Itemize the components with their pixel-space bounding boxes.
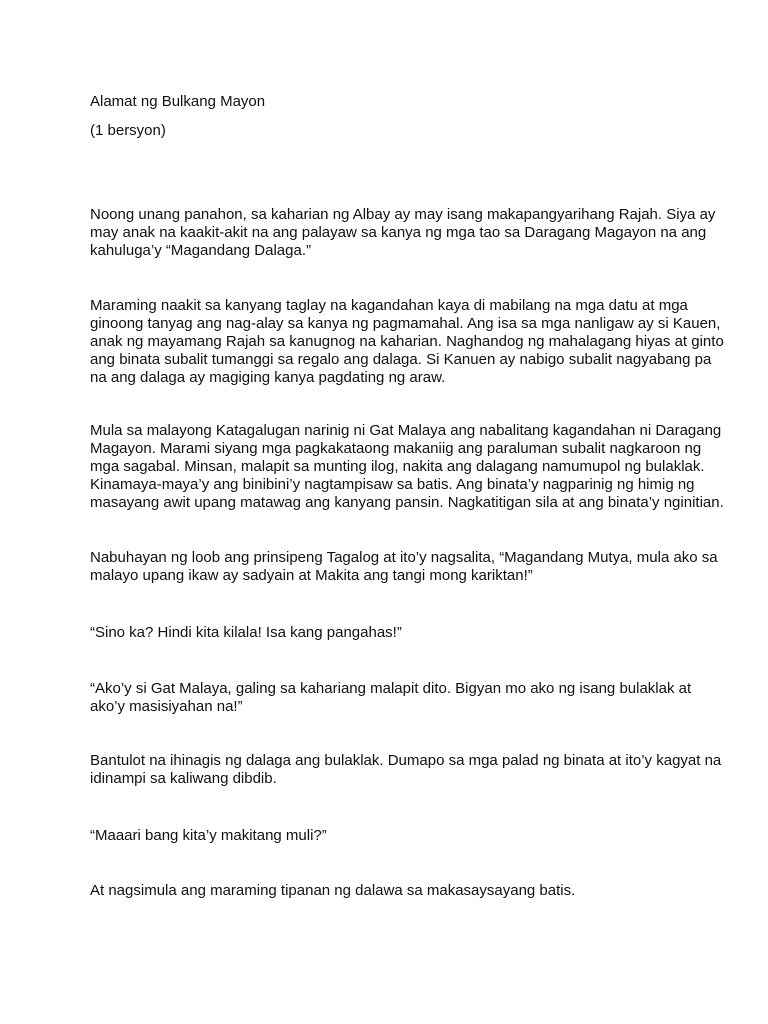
- paragraph-line: Nabuhayan ng loob ang prinsipeng Tagalog at ito’y nagsalita, “Magandang Mutya, mula ako sa: [90, 549, 718, 566]
- paragraph-line: Noong unang panahon, sa kaharian ng Albay ay may isang makapangyarihang Rajah. Siya ay: [90, 206, 716, 223]
- paragraph-line: ang binata subalit tumanggi sa regalo ang dalaga. Si Kanuen ay nabigo subalit nagyabang pa: [90, 351, 712, 368]
- paragraph-7: [90, 752, 721, 788]
- paragraph-line: Kinamaya-maya’y ang binibini’y nagtampisaw sa batis. Ang binata’y nagparinig ng himig ng: [90, 476, 695, 493]
- paragraph-line: “Maaari bang kita’y makitang muli?”: [90, 827, 327, 844]
- document-subtitle: (1 bersyon): [90, 122, 166, 139]
- paragraph-line: masayang awit upang matawag ang kanyang pansin. Nagkatitigan sila at ang binata’y nginitian.: [90, 494, 724, 511]
- paragraph-line: Maraming naakit sa kanyang taglay na kagandahan kaya di mabilang na mga datu at mga: [90, 297, 688, 314]
- paragraph-8: [90, 827, 327, 845]
- paragraph-9: [90, 882, 575, 900]
- paragraph-line: At nagsimula ang maraming tipanan ng dalawa sa makasaysayang batis.: [90, 882, 576, 899]
- paragraph-line: “Sino ka? Hindi kita kilala! Isa kang pangahas!”: [90, 624, 402, 641]
- paragraph-line: na ang dalaga ay magiging kanya pagdating ng araw.: [90, 369, 446, 386]
- paragraph-line: “Ako’y si Gat Malaya, galing sa kahariang malapit dito. Bigyan mo ako ng isang bulaklak at: [90, 680, 692, 697]
- paragraph-4: [90, 549, 718, 585]
- paragraph-5: [90, 624, 402, 642]
- document-title: Alamat ng Bulkang Mayon: [90, 93, 266, 110]
- paragraph-line: anak ng mayamang Rajah sa kanugnog na kaharian. Naghandog ng mahalagang hiyas at ginto: [90, 333, 724, 350]
- paragraph-line: malayo upang ikaw ay sadyain at Makita ang tangi mong kariktan!”: [90, 567, 533, 584]
- paragraph-line: Mula sa malayong Katagalugan narinig ni Gat Malaya ang nabalitang kagandahan ni Daragang: [90, 422, 722, 439]
- paragraph-line: ginoong tanyag ang nag-alay sa kanya ng pagmamahal. Ang isa sa mga nanligaw ay si Kauen,: [90, 315, 721, 332]
- paragraph-line: idinampi sa kaliwang dibdib.: [90, 770, 277, 787]
- paragraph-1: [90, 206, 715, 260]
- paragraph-6: [90, 680, 691, 716]
- paragraph-2: [90, 297, 724, 387]
- paragraph-line: kahuluga’y “Magandang Dalaga.”: [90, 242, 311, 259]
- paragraph-3: [90, 422, 724, 512]
- paragraph-line: ako’y masisiyahan na!”: [90, 698, 243, 715]
- paragraph-line: Magayon. Marami siyang mga pagkakataong makaniig ang paraluman subalit nagkaroon ng: [90, 440, 702, 457]
- paragraph-line: mga sagabal. Minsan, malapit sa munting ilog, nakita ang dalagang namumupol ng bulaklak.: [90, 458, 705, 475]
- paragraph-line: Bantulot na ihinagis ng dalaga ang bulaklak. Dumapo sa mga palad ng binata at ito’y kagyat na: [90, 752, 722, 769]
- paragraph-line: may anak na kaakit-akit na ang palayaw sa kanya ng mga tao sa Daragang Magayon na ang: [90, 224, 707, 241]
